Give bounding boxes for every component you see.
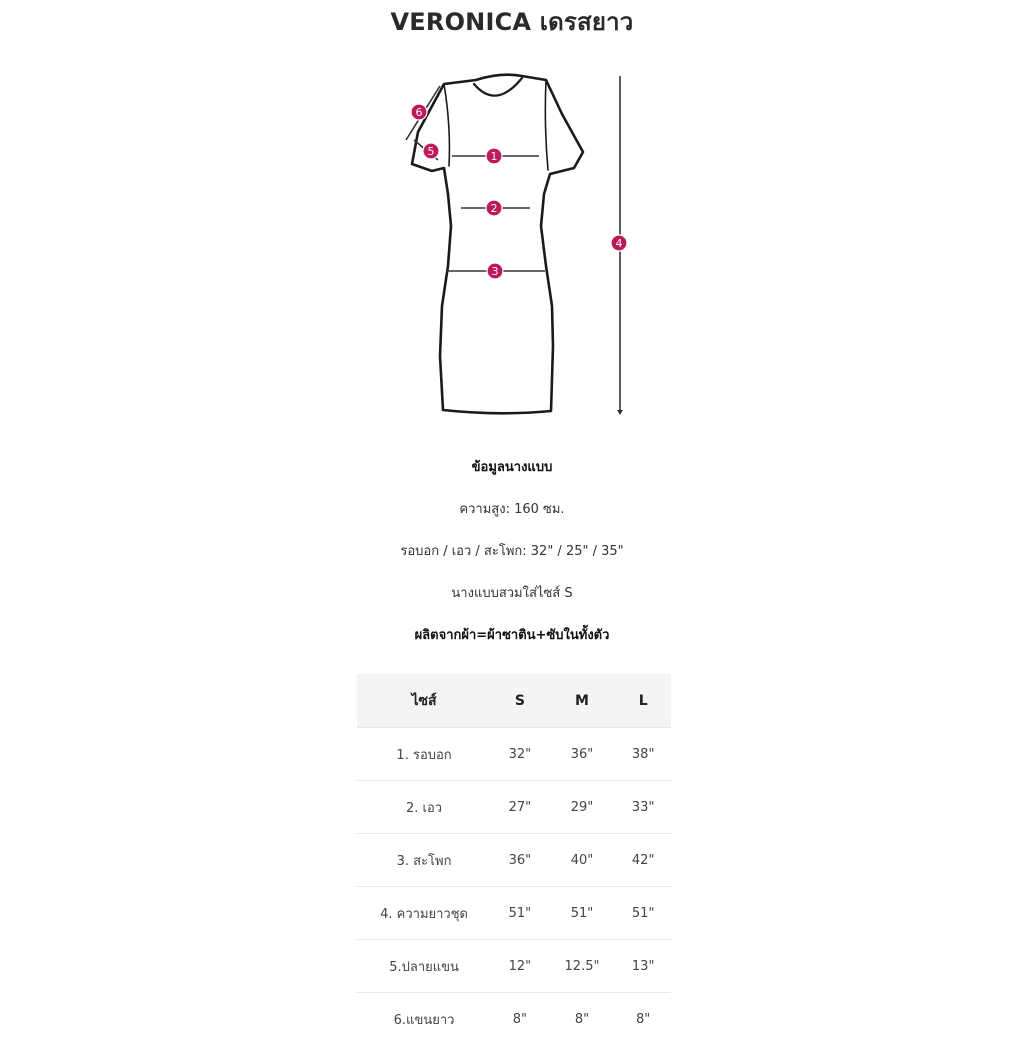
row-label: 4. ความยาวชุด <box>357 887 491 940</box>
table-row <box>357 781 671 834</box>
cell-l: 42" <box>615 834 671 887</box>
measurement-marker-6 <box>411 104 427 120</box>
measurement-marker-1 <box>486 148 502 164</box>
cell-s: 8" <box>491 993 549 1045</box>
header-s: S <box>491 674 549 728</box>
fabric-info: ผลิตจากผ้า=ผ้าซาติน+ซับในทั้งตัว <box>0 624 1024 645</box>
table-row <box>357 728 671 781</box>
measurement-marker-3 <box>487 263 503 279</box>
dress-measurement-diagram <box>396 66 636 426</box>
row-label: 5.ปลายแขน <box>357 940 491 993</box>
marker-label: 5 <box>428 145 435 158</box>
header-l: L <box>615 674 671 728</box>
marker-label: 3 <box>492 265 499 278</box>
marker-label: 1 <box>491 150 498 163</box>
cell-l: 51" <box>615 887 671 940</box>
measurement-marker-4 <box>611 235 627 251</box>
cell-m: 40" <box>549 834 616 887</box>
row-label: 1. รอบอก <box>357 728 491 781</box>
cell-s: 27" <box>491 781 549 834</box>
cell-s: 32" <box>491 728 549 781</box>
size-table <box>357 674 671 1045</box>
measurement-marker-5 <box>423 143 439 159</box>
cell-m: 51" <box>549 887 616 940</box>
cell-l: 38" <box>615 728 671 781</box>
model-info-heading: ข้อมูลนางแบบ <box>0 456 1024 477</box>
marker-label: 4 <box>616 237 623 250</box>
table-row <box>357 834 671 887</box>
measurement-marker-2 <box>486 200 502 216</box>
dress-outline <box>412 75 583 414</box>
marker-label: 2 <box>491 202 498 215</box>
neckline <box>474 78 522 96</box>
marker-label: 6 <box>416 106 423 119</box>
cell-m: 29" <box>549 781 616 834</box>
cell-m: 36" <box>549 728 616 781</box>
table-row <box>357 993 671 1045</box>
table-row <box>357 940 671 993</box>
cell-m: 8" <box>549 993 616 1045</box>
cell-s: 12" <box>491 940 549 993</box>
page-title: VERONICA เดรสยาว <box>0 2 1024 41</box>
model-measurements: รอบอก / เอว / สะโพก: 32" / 25" / 35" <box>0 540 1024 561</box>
row-label: 2. เอว <box>357 781 491 834</box>
cell-m: 12.5" <box>549 940 616 993</box>
size-table-header-row <box>357 674 671 728</box>
cell-l: 13" <box>615 940 671 993</box>
cell-s: 36" <box>491 834 549 887</box>
model-height: ความสูง: 160 ซม. <box>0 498 1024 519</box>
table-row <box>357 887 671 940</box>
row-label: 3. สะโพก <box>357 834 491 887</box>
model-size-worn: นางแบบสวมใส่ไซส์ S <box>0 582 1024 603</box>
cell-l: 8" <box>615 993 671 1045</box>
row-label: 6.แขนยาว <box>357 993 491 1045</box>
cell-l: 33" <box>615 781 671 834</box>
header-m: M <box>549 674 616 728</box>
header-size: ไซส์ <box>357 674 491 728</box>
cell-s: 51" <box>491 887 549 940</box>
